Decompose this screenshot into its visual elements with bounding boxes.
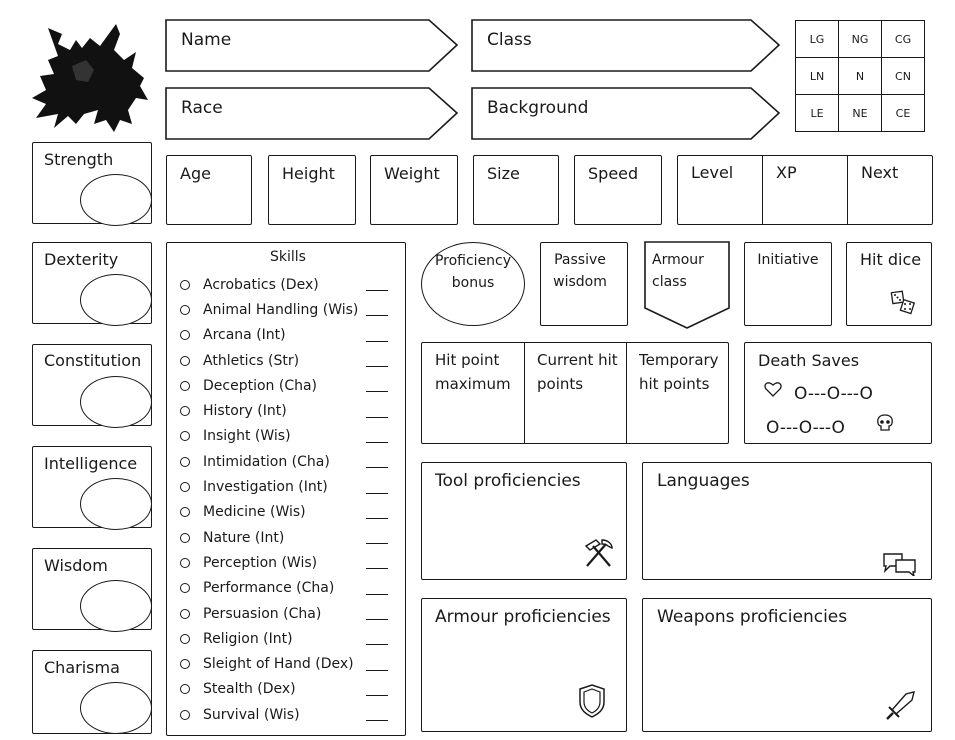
skill-proficiency-checkbox[interactable] [180, 457, 190, 467]
current-hp-field[interactable]: Current hit points [537, 351, 618, 393]
skill-row [178, 424, 396, 449]
skull-icon [876, 414, 894, 432]
skill-name: Intimidation (Cha) [203, 453, 330, 470]
skill-name: Insight (Wis) [203, 428, 291, 445]
wisdom-score[interactable] [80, 580, 152, 632]
skill-modifier-blank[interactable] [366, 366, 388, 367]
skill-modifier-blank[interactable] [366, 568, 388, 569]
hp-divider-1 [524, 342, 525, 444]
skill-name: Stealth (Dex) [203, 681, 296, 698]
death-saves-label: Death Saves [758, 351, 860, 370]
hp-max-field[interactable]: Hit point maximum [435, 351, 511, 393]
hp-divider-2 [626, 342, 627, 444]
level-field[interactable]: Level [691, 163, 734, 182]
skill-row [178, 272, 396, 297]
skill-modifier-blank[interactable] [366, 493, 388, 494]
speed-label: Speed [588, 164, 639, 183]
skill-modifier-blank[interactable] [366, 518, 388, 519]
alignment-ln[interactable]: LN [795, 57, 839, 95]
skill-row [178, 297, 396, 322]
skill-modifier-blank[interactable] [366, 391, 388, 392]
skill-proficiency-checkbox[interactable] [180, 710, 190, 720]
skill-proficiency-checkbox[interactable] [180, 406, 190, 416]
temp-hp-field[interactable]: Temporary hit points [639, 351, 719, 393]
skill-proficiency-checkbox[interactable] [180, 558, 190, 568]
skill-proficiency-checkbox[interactable] [180, 280, 190, 290]
skill-row [178, 449, 396, 474]
skills-list [178, 272, 396, 727]
skill-row [178, 677, 396, 702]
wisdom-label: Wisdom [44, 556, 108, 575]
alignment-lg[interactable]: LG [795, 20, 839, 58]
skill-modifier-blank[interactable] [366, 290, 388, 291]
background-field[interactable]: Background [487, 98, 589, 118]
skills-title: Skills [270, 249, 306, 265]
hit-dice-label: Hit dice [860, 250, 922, 269]
skill-row [178, 348, 396, 373]
skill-proficiency-checkbox[interactable] [180, 431, 190, 441]
skill-modifier-blank[interactable] [366, 695, 388, 696]
strength-score[interactable] [80, 174, 152, 226]
skill-proficiency-checkbox[interactable] [180, 609, 190, 619]
skill-row [178, 500, 396, 525]
skill-proficiency-checkbox[interactable] [180, 684, 190, 694]
skill-proficiency-checkbox[interactable] [180, 533, 190, 543]
skill-proficiency-checkbox[interactable] [180, 482, 190, 492]
weight-label: Weight [384, 164, 440, 183]
dragon-silhouette-icon [28, 20, 153, 135]
skill-modifier-blank[interactable] [366, 670, 388, 671]
armour-proficiencies-label: Armour proficiencies [435, 607, 611, 627]
skill-proficiency-checkbox[interactable] [180, 381, 190, 391]
dice-icon [890, 290, 918, 316]
languages-label: Languages [657, 471, 750, 491]
xp-next-divider [847, 155, 848, 225]
death-save-successes[interactable]: O---O---O [794, 384, 873, 404]
name-field[interactable]: Name [181, 30, 232, 50]
dexterity-score[interactable] [80, 274, 152, 326]
skill-name: History (Int) [203, 403, 287, 420]
skill-name: Perception (Wis) [203, 554, 318, 571]
skill-proficiency-checkbox[interactable] [180, 330, 190, 340]
skill-row [178, 651, 396, 676]
xp-field[interactable]: XP [776, 163, 797, 182]
skill-name: Deception (Cha) [203, 377, 318, 394]
skill-row [178, 525, 396, 550]
alignment-grid [795, 20, 927, 138]
alignment-cg[interactable]: CG [881, 20, 925, 58]
initiative-label: Initiative [757, 252, 819, 268]
alignment-ng[interactable]: NG [838, 20, 882, 58]
skill-modifier-blank[interactable] [366, 720, 388, 721]
skill-proficiency-checkbox[interactable] [180, 507, 190, 517]
hammer-pick-icon [582, 538, 614, 570]
skill-name: Nature (Int) [203, 529, 285, 546]
size-label: Size [487, 164, 520, 183]
sword-icon [884, 690, 916, 722]
constitution-label: Constitution [44, 351, 142, 370]
skill-proficiency-checkbox[interactable] [180, 634, 190, 644]
skill-modifier-blank[interactable] [366, 467, 388, 468]
intelligence-score[interactable] [80, 478, 152, 530]
skill-modifier-blank[interactable] [366, 594, 388, 595]
charisma-score[interactable] [80, 682, 152, 734]
skill-row [178, 323, 396, 348]
age-label: Age [180, 164, 211, 183]
alignment-cn[interactable]: CN [881, 57, 925, 95]
skill-name: Athletics (Str) [203, 352, 300, 369]
skill-name: Performance (Cha) [203, 580, 335, 597]
tool-proficiencies-label: Tool proficiencies [435, 471, 581, 491]
alignment-ce[interactable]: CE [881, 94, 925, 132]
skill-row [178, 550, 396, 575]
weapons-proficiencies-label: Weapons proficiencies [657, 607, 848, 627]
skill-name: Arcana (Int) [203, 327, 286, 344]
skill-modifier-blank[interactable] [366, 543, 388, 544]
skill-name: Persuasion (Cha) [203, 605, 322, 622]
proficiency-bonus-label: Proficiency bonus [434, 253, 512, 291]
death-save-failures[interactable]: O---O---O [766, 418, 845, 438]
shield-icon [578, 684, 606, 718]
strength-label: Strength [44, 150, 114, 169]
skill-modifier-blank[interactable] [366, 315, 388, 316]
next-field[interactable]: Next [861, 163, 899, 182]
heart-icon [764, 381, 782, 397]
skill-modifier-blank[interactable] [366, 619, 388, 620]
level-xp-divider [762, 155, 763, 225]
skill-name: Acrobatics (Dex) [203, 276, 319, 293]
skill-row [178, 626, 396, 651]
skill-proficiency-checkbox[interactable] [180, 305, 190, 315]
alignment-n[interactable]: N [838, 57, 882, 95]
skill-modifier-blank[interactable] [366, 417, 388, 418]
skill-name: Medicine (Wis) [203, 504, 306, 521]
charisma-label: Charisma [44, 658, 120, 677]
skill-proficiency-checkbox[interactable] [180, 659, 190, 669]
skill-modifier-blank[interactable] [366, 644, 388, 645]
skill-proficiency-checkbox[interactable] [180, 356, 190, 366]
class-field[interactable]: Class [487, 30, 532, 50]
skill-row [178, 474, 396, 499]
alignment-le[interactable]: LE [795, 94, 839, 132]
skill-modifier-blank[interactable] [366, 442, 388, 443]
skill-row [178, 576, 396, 601]
alignment-ne[interactable]: NE [838, 94, 882, 132]
skill-name: Investigation (Int) [203, 479, 328, 496]
skill-row [178, 702, 396, 727]
skill-row [178, 373, 396, 398]
intelligence-label: Intelligence [44, 454, 138, 473]
skill-row [178, 601, 396, 626]
skill-row [178, 398, 396, 423]
constitution-score[interactable] [80, 376, 152, 428]
speech-bubbles-icon [882, 552, 918, 576]
skill-name: Sleight of Hand (Dex) [203, 656, 354, 673]
skill-modifier-blank[interactable] [366, 341, 388, 342]
passive-wisdom-label: Passive wisdom [553, 252, 607, 290]
skill-name: Animal Handling (Wis) [203, 301, 359, 318]
skill-name: Religion (Int) [203, 630, 293, 647]
skill-proficiency-checkbox[interactable] [180, 583, 190, 593]
skill-name: Survival (Wis) [203, 706, 300, 723]
dexterity-label: Dexterity [44, 250, 119, 269]
race-field[interactable]: Race [181, 98, 223, 118]
height-label: Height [282, 164, 335, 183]
armour-class-label: Armour class [652, 252, 704, 290]
